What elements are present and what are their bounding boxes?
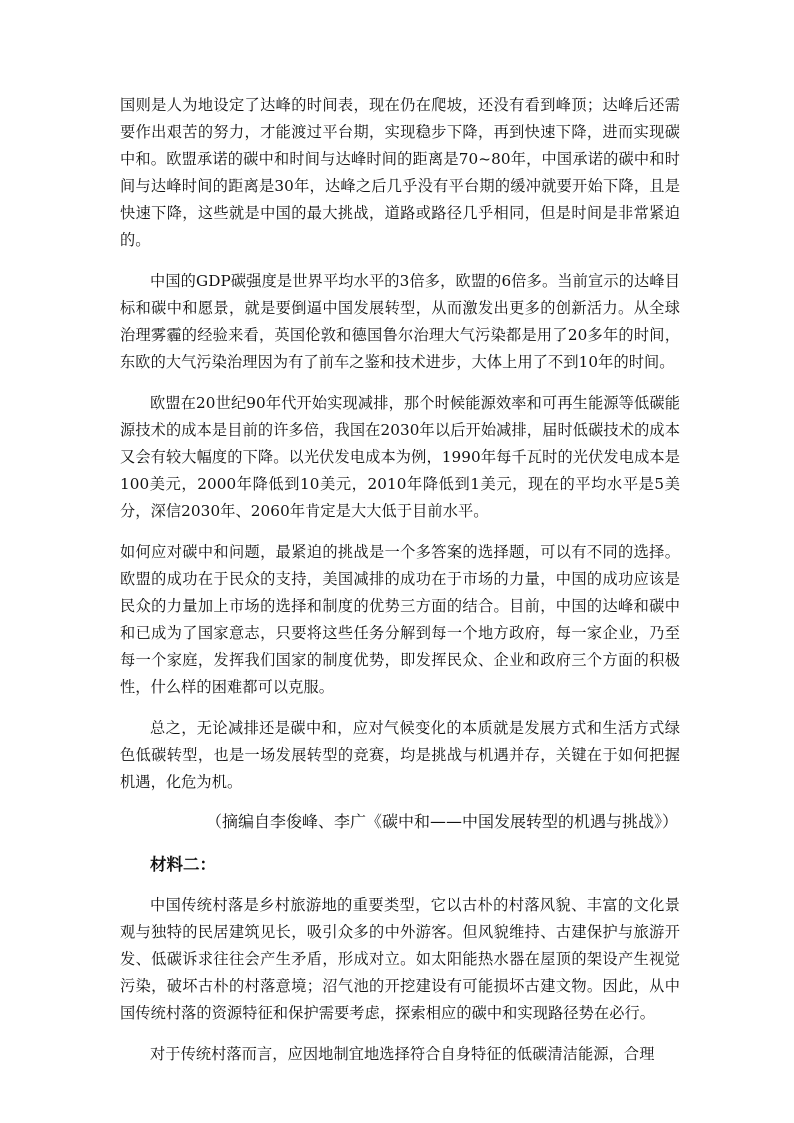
paragraph-clean-energy: 对于传统村落而言，应因地制宜地选择符合自身特征的低碳清洁能源，合理: [150, 1045, 655, 1063]
paragraph-conclusion: 总之，无论减排还是碳中和，应对气候变化的本质就是发展方式和生活方式绿色低碳转型，也是一场发展转型的竞赛，均是挑战与机遇并存，关键在于如何把握机遇，化危为机。: [120, 719, 680, 791]
source-citation: （摘编自李俊峰、李广《碳中和——中国发展转型的机遇与挑战》）: [205, 812, 678, 831]
paragraph-traditional-villages: 中国传统村落是乡村旅游地的重要类型，它以古朴的村落风貌、丰富的文化景观与独特的民居建筑见长，吸引众多的中外游客。但风貌维持、古建保护与旅游开发、低碳诉求往往会产生矛盾，形成对立。如太阳能热水器在屋顶的架设产生视觉污染，破坏古朴的村落意境；沼气池的开挖建设有可能损坏古建文物。因此，从中国传统村落的资源特征和保护需要考虑，探索相应的碳中和实现路径势在必行。: [120, 896, 680, 1022]
document-page: [120, 92, 680, 1068]
paragraph-peak-timeline: 国则是人为地设定了达峰的时间表，现在仍在爬坡，还没有看到峰顶；达峰后还需要作出艰苦的努力，才能渡过平台期，实现稳步下降，再到快速下降，进而实现碳中和。欧盟承诺的碳中和时间与达峰时间的距离是70~80年，中国承诺的碳中和时间与达峰时间的距离是30年，达峰之后几乎没有平台期的缓冲就要开始下降，且是快速下降，这些就是中国的最大挑战，道路或路径几乎相同，但是时间是非常紧迫的。: [120, 96, 680, 249]
paragraph-how-to-respond: 如何应对碳中和问题，最紧迫的挑战是一个多答案的选择题，可以有不同的选择。欧盟的成功在于民众的支持，美国减排的成功在于市场的力量，中国的成功应该是民众的力量加上市场的选择和制度的优势三方面的结合。目前，中国的达峰和碳中和已成为了国家意志，只要将这些任务分解到每一个地方政府，每一家企业，乃至每一个家庭，发挥我们国家的制度优势，即发挥民众、企业和政府三个方面的积极性，什么样的困难都可以克服。: [120, 543, 680, 696]
paragraph-gdp-carbon-intensity: 中国的GDP碳强度是世界平均水平的3倍多，欧盟的6倍多。当前宣示的达峰目标和碳中和愿景，就是要倒逼中国发展转型，从而激发出更多的创新活力。从全球治理雾霾的经验来看，英国伦敦和德国鲁尔治理大气污染都是用了20多年的时间，东欧的大气污染治理因为有了前车之鉴和技术进步，大体上用了不到10年的时间。: [120, 272, 680, 371]
material-two-heading: 材料二：: [150, 855, 216, 874]
paragraph-eu-emission-reduction: 欧盟在20世纪90年代开始实现减排，那个时候能源效率和可再生能源等低碳能源技术的成本是目前的许多倍，我国在2030年以后开始减排，届时低碳技术的成本又会有较大幅度的下降。以光伏发电成本为例，1990年每千瓦时的光伏发电成本是100美元，2000年降低到10美元，2010年降低到1美元，现在的平均水平是5美分，深信2030年、2060年肯定是大大低于目前水平。: [120, 394, 680, 520]
